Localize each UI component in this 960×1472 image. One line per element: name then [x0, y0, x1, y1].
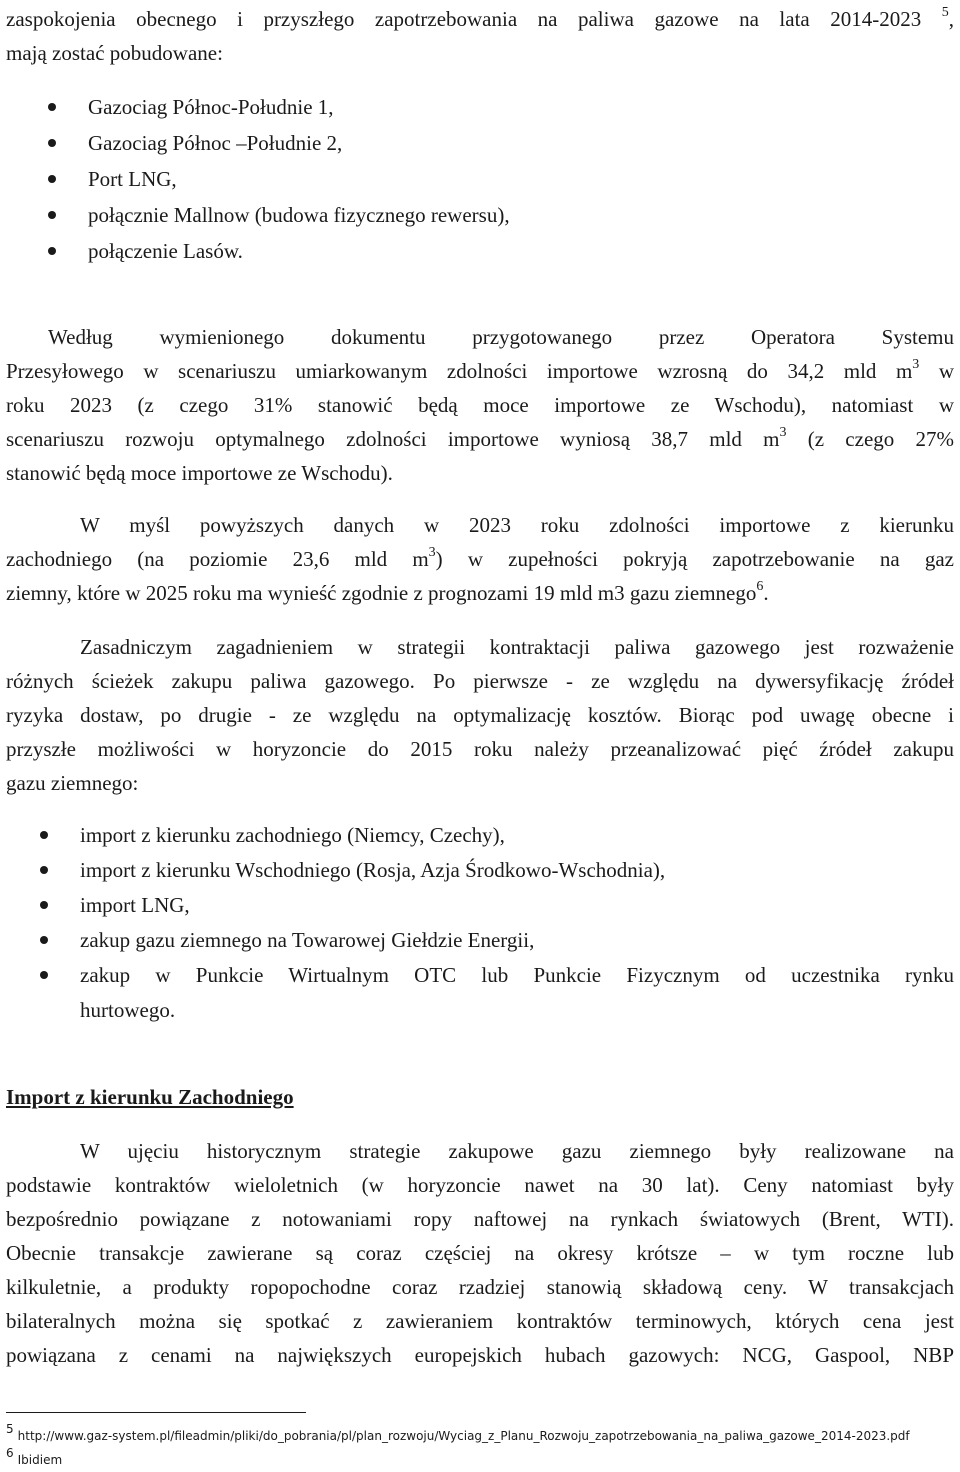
para3-line-2: różnych ścieżek zakupu paliwa gazowego. Po pierwsze - ze względu na dywersyfikację źródeł: [6, 669, 954, 693]
bullet-icon: [40, 866, 48, 874]
bullet-icon: [48, 103, 56, 111]
list-item: Port LNG,: [48, 162, 177, 196]
list-item: Gazociag Północ –Południe 2,: [48, 126, 342, 160]
list-item: zakup w Punkcie Wirtualnym OTC lub Punkcie Fizycznym od uczestnika rynku: [40, 958, 954, 992]
list-item: import LNG,: [40, 888, 190, 922]
bullet-icon: [48, 139, 56, 147]
footnote-6: 6 Ibidiem: [6, 1446, 63, 1467]
bullet-icon: [40, 831, 48, 839]
list-item-continuation: hurtowego.: [80, 998, 176, 1022]
footnote-ref-5[interactable]: 5: [941, 5, 949, 20]
para3-line-4: przyszłe możliwości w horyzoncie do 2015 roku należy przeanalizować pięć źródeł zakupu: [6, 737, 954, 761]
section-line-6: bilateralnych można się spotkać z zawieraniem kontraktów terminowych, których cena jest: [6, 1309, 954, 1333]
bullet-icon: [40, 971, 48, 979]
section-line-4: Obecnie transakcje zawierane są coraz częściej na okresy krótsze – w tym roczne lub: [6, 1241, 954, 1265]
intro-line-2: mają zostać pobudowane:: [6, 41, 223, 65]
para1-line-1: Według wymienionego dokumentu przygotowanego przez Operatora Systemu: [48, 325, 954, 349]
para1-line-3: roku 2023 (z czego 31% stanowić będą moce importowe ze Wschodu), natomiast w: [6, 393, 954, 417]
section-line-2: podstawie kontraktów wieloletnich (w horyzoncie nawet na 30 lat). Ceny natomiast były: [6, 1173, 954, 1197]
section-line-1: W ujęciu historycznym strategie zakupowe gazu ziemnego były realizowane na: [80, 1139, 954, 1163]
para3-line-3: ryzyka dostaw, po drugie - ze względu na optymalizację kosztów. Biorąc pod uwagę obecne i: [6, 703, 954, 727]
para2-line-2: zachodniego (na poziomie 23,6 mld $m^3$) w zupełności pokryją zapotrzebowanie na gaz: [6, 545, 954, 571]
list-item: import z kierunku Wschodniego (Rosja, Azja Środkowo-Wschodnia),: [40, 853, 665, 887]
footnote-link[interactable]: http://www.gaz-system.pl/fileadmin/pliki/do_pobrania/pl/plan_rozwoju/Wyciag_z_Planu_Rozwoju_zapotrzebowania_na_paliwa_gazowe_2014-2023.pdf: [17, 1429, 910, 1443]
section-line-3: bezpośrednio powiązane z notowaniami ropy naftowej na rynkach światowych (Brent, WTI).: [6, 1207, 954, 1231]
list-item: Gazociag Północ-Południe 1,: [48, 90, 334, 124]
list-item: połączenie Lasów.: [48, 234, 243, 268]
bullet-icon: [48, 175, 56, 183]
footnote-5: 5 http://www.gaz-system.pl/fileadmin/pliki/do_pobrania/pl/plan_rozwoju/Wyciag_z_Planu_Rozwoju_zapotrzebowania_na_paliwa_gazowe_2014-2023.pdf: [6, 1422, 910, 1443]
intro-line-1: zaspokojenia obecnego i przyszłego zapotrzebowania na paliwa gazowe na lata 2014-2023 $^5$,: [6, 5, 954, 31]
list-item: import z kierunku zachodniego (Niemcy, Czechy),: [40, 818, 505, 852]
para1-line-2: Przesyłowego w scenariuszu umiarkowanym zdolności importowe wzrosną do 34,2 mld $m^3$ w: [6, 357, 954, 383]
para2-line-1: W myśl powyższych danych w 2023 roku zdolności importowe z kierunku: [80, 513, 954, 537]
section-line-5: kilkuletnie, a produkty ropopochodne coraz rzadziej stanowią składową ceny. W transakcjach: [6, 1275, 954, 1299]
bullet-icon: [40, 936, 48, 944]
bullet-icon: [40, 901, 48, 909]
footnote-ref-6[interactable]: 6: [756, 579, 764, 594]
section-line-7: powiązana z cenami na największych europejskich hubach gazowych: NCG, Gaspool, NBP: [6, 1343, 954, 1367]
para3-line-1: Zasadniczym zagadnieniem w strategii kontraktacji paliwa gazowego jest rozważenie: [80, 635, 954, 659]
list-item: zakup gazu ziemnego na Towarowej Giełdzie Energii,: [40, 923, 534, 957]
para3-line-5: gazu ziemnego:: [6, 771, 139, 795]
section-heading: Import z kierunku Zachodniego: [6, 1085, 294, 1109]
footnote-separator: [6, 1412, 306, 1413]
list-item: połącznie Mallnow (budowa fizycznego rewersu),: [48, 198, 510, 232]
bullet-icon: [48, 211, 56, 219]
bullet-icon: [48, 247, 56, 255]
para1-line-5: stanowić będą moce importowe ze Wschodu).: [6, 461, 393, 485]
para1-line-4: scenariuszu rozwoju optymalnego zdolności importowe wyniosą 38,7 mld $m^3$ (z czego 27%: [6, 425, 954, 451]
para2-line-3: ziemny, które w 2025 roku ma wynieść zgodnie z prognozami 19 mld m3 gazu ziemnego$^6$.: [6, 579, 769, 605]
